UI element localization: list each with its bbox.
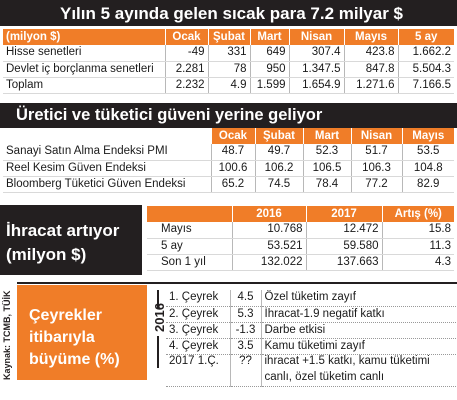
- table-row: [147, 254, 454, 270]
- row-label: Hisse senetleri: [3, 45, 165, 61]
- growth-value: -1.3: [230, 322, 261, 338]
- table-cell: 137.663: [306, 254, 382, 270]
- table-row: [3, 176, 454, 192]
- table-cell: 4.3: [382, 254, 454, 270]
- column-header: 2016: [232, 206, 306, 222]
- table-cell: 11.3: [382, 238, 454, 254]
- table-cell: -49: [165, 45, 208, 61]
- table-cell: 100.6: [211, 160, 255, 176]
- row-label: Son 1 yıl: [147, 254, 232, 270]
- column-header: Nisan: [351, 128, 402, 144]
- empty-header: [147, 206, 232, 222]
- row-label: Mayıs: [147, 222, 232, 238]
- table-cell: 78.4: [303, 176, 351, 192]
- row-label: Toplam: [3, 77, 165, 93]
- source-note: Kaynak: TCMB, TÜİK: [2, 290, 12, 380]
- growth-value: 3.5: [230, 338, 261, 354]
- table-header-row: [3, 29, 454, 45]
- column-header: Artış (%): [382, 206, 454, 222]
- table-cell: 77.2: [351, 176, 402, 192]
- table-cell: 106.5: [303, 160, 351, 176]
- table-row: [3, 144, 454, 160]
- section4-top-rule: [17, 282, 457, 284]
- table-cell: 5.504.3: [398, 61, 454, 77]
- column-header: Ocak: [165, 29, 208, 45]
- column-header: Şubat: [255, 128, 303, 144]
- exports-title-box: [0, 205, 142, 275]
- row-label: Sanayi Satın Alma Endeksi PMI: [3, 144, 211, 160]
- row-label: Devlet iç borçlanma senetleri: [3, 61, 165, 77]
- column-header: 2017: [306, 206, 382, 222]
- growth-note: Kamu tüketimi zayıf: [261, 338, 456, 354]
- table-cell: 331: [208, 45, 250, 61]
- table-cell: 74.5: [255, 176, 303, 192]
- table-header-row: [3, 128, 454, 144]
- table-row: [147, 222, 454, 238]
- confidence-table: [3, 128, 454, 193]
- quarterly-growth-table: [166, 290, 456, 387]
- exports-table: [147, 206, 454, 271]
- table-cell: 1.654.9: [289, 77, 344, 93]
- table-row: [3, 77, 454, 93]
- row-label: 5 ay: [147, 238, 232, 254]
- section2-title-bar: [0, 103, 457, 128]
- column-header: Mayıs: [344, 29, 398, 45]
- exports-unit: (milyon $): [6, 245, 87, 264]
- table-cell: 52.3: [303, 144, 351, 160]
- quarter-label: 3. Çeyrek: [166, 322, 230, 338]
- table-cell: 82.9: [402, 176, 454, 192]
- table-row: [166, 354, 456, 386]
- table-cell: 950: [250, 61, 289, 77]
- table-cell: 7.166.5: [398, 77, 454, 93]
- table-cell: 78: [208, 61, 250, 77]
- growth-title-box: [17, 285, 147, 380]
- growth-title-line1: Çeyrekler: [29, 307, 102, 324]
- year-label: 2016: [152, 303, 167, 332]
- table-cell: 65.2: [211, 176, 255, 192]
- table-cell: 53.5: [402, 144, 454, 160]
- row-label: Reel Kesim Güven Endeksi: [3, 160, 211, 176]
- table-cell: 649: [250, 45, 289, 61]
- table-cell: 51.7: [351, 144, 402, 160]
- hot-money-table: [3, 29, 454, 94]
- table-cell: 1.599: [250, 77, 289, 93]
- growth-note: Darbe etkisi: [261, 322, 456, 338]
- growth-title-line3: büyüme (%): [29, 351, 120, 368]
- table-cell: 1.662.2: [398, 45, 454, 61]
- column-header: Mart: [250, 29, 289, 45]
- growth-value: 4.5: [230, 290, 261, 306]
- column-header: Mayıs: [402, 128, 454, 144]
- table-cell: 104.8: [402, 160, 454, 176]
- table-cell: 1.347.5: [289, 61, 344, 77]
- table-header-row: [147, 206, 454, 222]
- column-header: Nisan: [289, 29, 344, 45]
- column-header: 5 ay: [398, 29, 454, 45]
- row-label: Bloomberg Tüketici Güven Endeksi: [3, 176, 211, 192]
- empty-header: [3, 128, 211, 144]
- growth-value: 5.3: [230, 306, 261, 322]
- table-cell: 106.2: [255, 160, 303, 176]
- table-row: [166, 338, 456, 354]
- table-cell: 106.3: [351, 160, 402, 176]
- column-header: Şubat: [208, 29, 250, 45]
- table-row: [166, 322, 456, 338]
- quarter-label: 2. Çeyrek: [166, 306, 230, 322]
- table-cell: 423.8: [344, 45, 398, 61]
- quarter-label: 4. Çeyrek: [166, 338, 230, 354]
- table-cell: 4.9: [208, 77, 250, 93]
- table-row: [166, 290, 456, 306]
- quarter-label: 2017 1.Ç.: [166, 354, 230, 386]
- column-header: Mart: [303, 128, 351, 144]
- growth-note-line1: ihracat +1.5 katkı, kamu tüketimi: [264, 354, 430, 367]
- table-cell: 49.7: [255, 144, 303, 160]
- table-cell: 10.768: [232, 222, 306, 238]
- table-cell: 132.022: [232, 254, 306, 270]
- table-row: [166, 306, 456, 322]
- section2-title: Üretici ve tüketici güveni yerine geliyor: [16, 106, 323, 124]
- growth-note: İhracat-1.9 negatif katkı: [261, 306, 456, 322]
- table-cell: 15.8: [382, 222, 454, 238]
- table-cell: 847.8: [344, 61, 398, 77]
- growth-note-line2: canlı, özel tüketim canlı: [264, 370, 385, 383]
- table-row: [3, 61, 454, 77]
- column-header: (milyon $): [3, 29, 165, 45]
- table-cell: 307.4: [289, 45, 344, 61]
- growth-title-line2: itibarıyla: [29, 329, 95, 346]
- table-row: [3, 45, 454, 61]
- section1-title-bar: [0, 0, 457, 26]
- table-cell: 2.232: [165, 77, 208, 93]
- quarter-label: 1. Çeyrek: [166, 290, 230, 306]
- table-row: [3, 160, 454, 176]
- table-cell: 1.271.6: [344, 77, 398, 93]
- growth-note: Özel tüketim zayıf: [261, 290, 456, 306]
- table-cell: 53.521: [232, 238, 306, 254]
- table-row: [147, 238, 454, 254]
- growth-note-multiline: [261, 354, 456, 386]
- year-bracket-line: [157, 336, 159, 368]
- exports-title: İhracat artıyor: [6, 221, 120, 240]
- table-cell: 12.472: [306, 222, 382, 238]
- section1-title: Yılın 5 ayında gelen sıcak para 7.2 milyar $: [60, 4, 404, 23]
- table-cell: 2.281: [165, 61, 208, 77]
- table-cell: 48.7: [211, 144, 255, 160]
- column-header: Ocak: [211, 128, 255, 144]
- growth-value: ??: [230, 354, 261, 386]
- table-cell: 59.580: [306, 238, 382, 254]
